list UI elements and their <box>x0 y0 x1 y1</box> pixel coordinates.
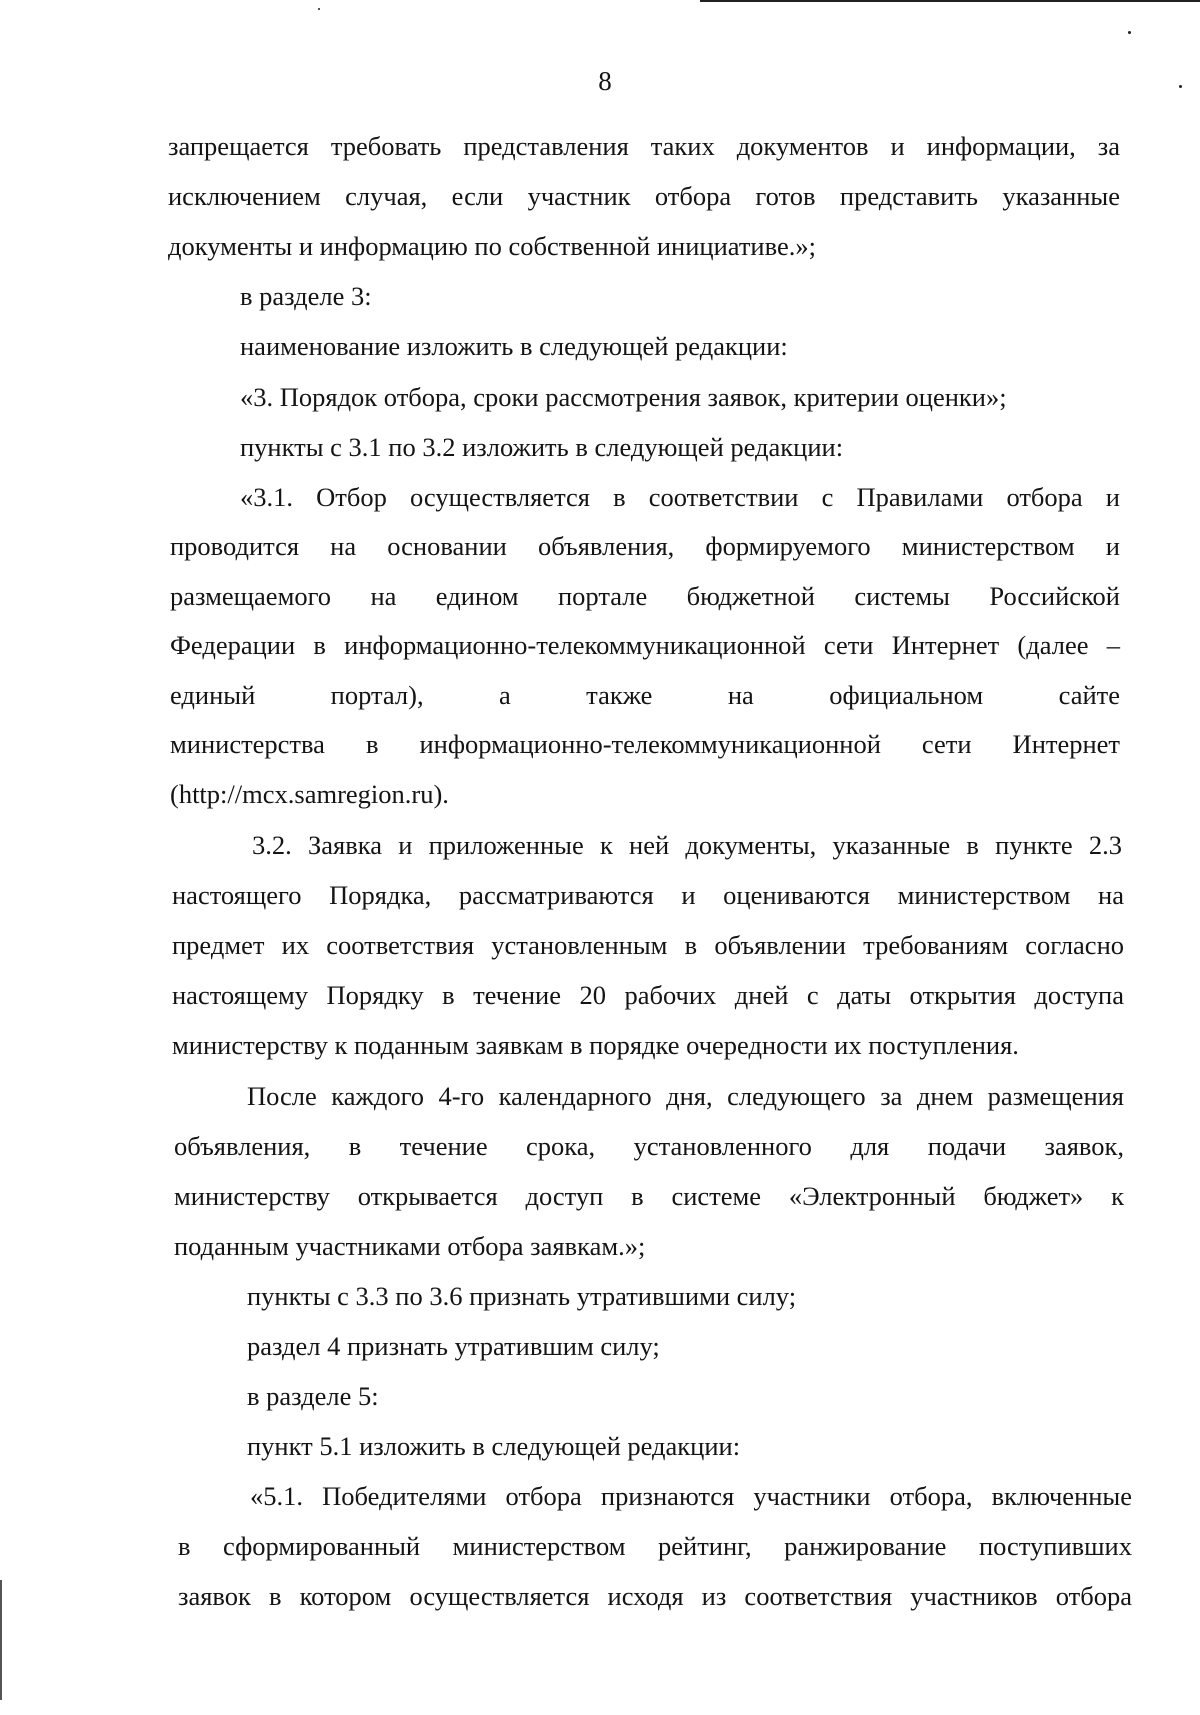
text-line: наименование изложить в следующей редакции: <box>240 331 788 361</box>
text-line: настоящему Порядку в течение 20 рабочих дней с даты открытия доступа <box>172 980 1124 1010</box>
text-line: «3. Порядок отбора, сроки рассмотрения заявок, критерии оценки»; <box>240 382 1007 412</box>
text-line: предмет их соответствия установленным в объявлении требованиям согласно <box>172 930 1124 960</box>
text-line: в сформированный министерством рейтинг, ранжирование поступивших <box>178 1531 1132 1561</box>
text-line: исключением случая, если участник отбора готов представить указанные <box>168 181 1120 211</box>
text-line: пункты с 3.1 по 3.2 изложить в следующей редакции: <box>240 432 844 462</box>
text-line: проводится на основании объявления, формируемого министерством и <box>170 531 1120 561</box>
text-line: размещаемого на едином портале бюджетной системы Российской <box>170 581 1120 611</box>
text-line: настоящего Порядка, рассматриваются и оцениваются министерством на <box>172 880 1124 910</box>
text-line: в разделе 3: <box>240 281 372 311</box>
page-number: 8 <box>598 66 612 96</box>
text-line: заявок в котором осуществляется исходя из соответствия участников отбора <box>178 1581 1132 1611</box>
text-line: Федерации в информационно-телекоммуникационной сети Интернет (далее – <box>170 630 1120 660</box>
text-line: поданным участниками отбора заявкам.»; <box>174 1231 646 1261</box>
text-line: пункт 5.1 изложить в следующей редакции: <box>247 1431 741 1461</box>
text-line: запрещается требовать представления таких документов и информации, за <box>168 131 1120 161</box>
text-line: «3.1. Отбор осуществляется в соответствии с Правилами отбора и <box>240 482 1120 512</box>
text-line: министерства в информационно-телекоммуникационной сети Интернет <box>170 729 1120 759</box>
text-line: единый портал), а также на официальном сайте <box>170 680 1120 710</box>
text-line: раздел 4 признать утратившим силу; <box>247 1331 660 1361</box>
text-line: пункты с 3.3 по 3.6 признать утратившими силу; <box>247 1281 797 1311</box>
text-line: документы и информацию по собственной инициативе.»; <box>168 231 816 261</box>
text-line: 3.2. Заявка и приложенные к ней документы, указанные в пункте 2.3 <box>252 830 1122 860</box>
text-line: (http://mcx.samregion.ru). <box>170 779 449 809</box>
text-line: министерству к поданным заявкам в порядке очередности их поступления. <box>172 1030 1019 1060</box>
text-line: министерству открывается доступ в системе «Электронный бюджет» к <box>174 1181 1124 1211</box>
text-line: После каждого 4-го календарного дня, следующего за днем размещения <box>247 1081 1124 1111</box>
text-line: в разделе 5: <box>247 1381 379 1411</box>
text-line: «5.1. Победителями отбора признаются участники отбора, включенные <box>250 1481 1132 1511</box>
text-line: объявления, в течение срока, установленного для подачи заявок, <box>174 1131 1124 1161</box>
